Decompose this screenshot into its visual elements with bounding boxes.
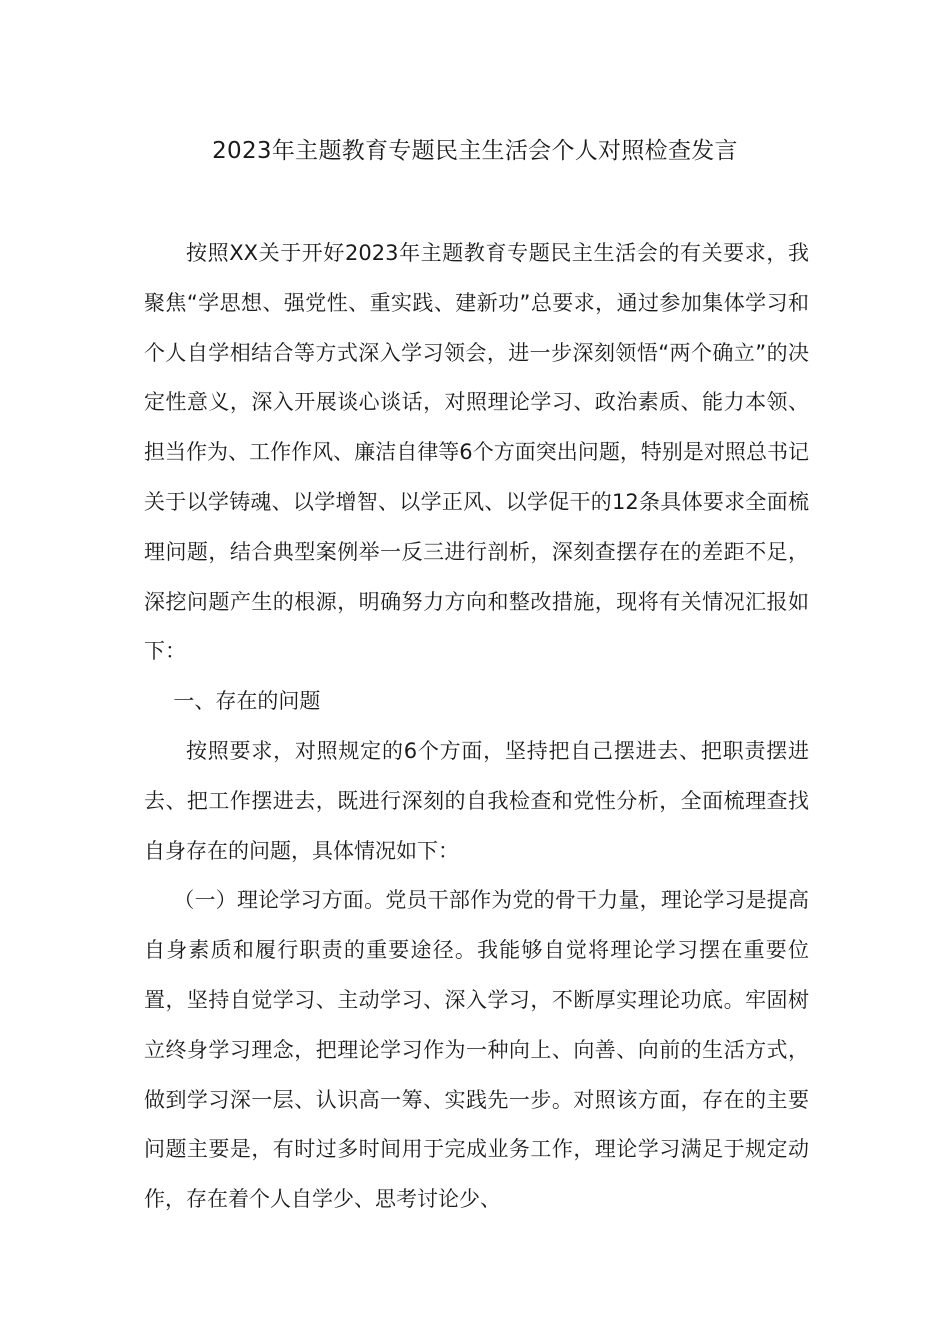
section-heading-problems: 一、存在的问题 — [173, 689, 321, 714]
document-body — [144, 229, 809, 1225]
intro-paragraph: 按照XX关于开好2023年主题教育专题民主生活会的有关要求，我聚焦“学思想、强党性、重实践、建新功”总要求，通过参加集体学习和个人自学相结合等方式深入学习领会，进一步深刻领悟“两个确立”的决定性意义，深入开展谈心谈话，对照理论学习、政治素质、能力本领、担当作为、工作作风、廉洁自律等6个方面突出问题，特别是对照总书记关于以学铸魂、以学增智、以学正风、以学促干的12条具体要求全面梳理问题，结合典型案例举一反三进行剖析，深刻查摆存在的差距不足，深挖问题产生的根源，明确努力方向和整改措施，现将有关情况汇报如下： — [144, 241, 809, 664]
section-intro-paragraph: 按照要求，对照规定的6个方面，坚持把自己摆进去、把职责摆进去、把工作摆进去，既进行深刻的自我检查和党性分析，全面梳理查找自身存在的问题，具体情况如下： — [144, 738, 809, 863]
theory-study-paragraph: （一）理论学习方面。党员干部作为党的骨干力量，理论学习是提高自身素质和履行职责的重要途径。我能够自觉将理论学习摆在重要位置，坚持自觉学习、主动学习、深入学习，不断厚实理论功底。牢固树立终身学习理念，把理论学习作为一种向上、向善、向前的生活方式，做到学习深一层、认识高一筹、实践先一步。对照该方面，存在的主要问题主要是，有时过多时间用于完成业务工作，理论学习满足于规定动作，存在着个人自学少、思考讨论少、 — [144, 888, 809, 1212]
document-title: 2023年主题教育专题民主生活会个人对照检查发言 — [212, 138, 738, 164]
